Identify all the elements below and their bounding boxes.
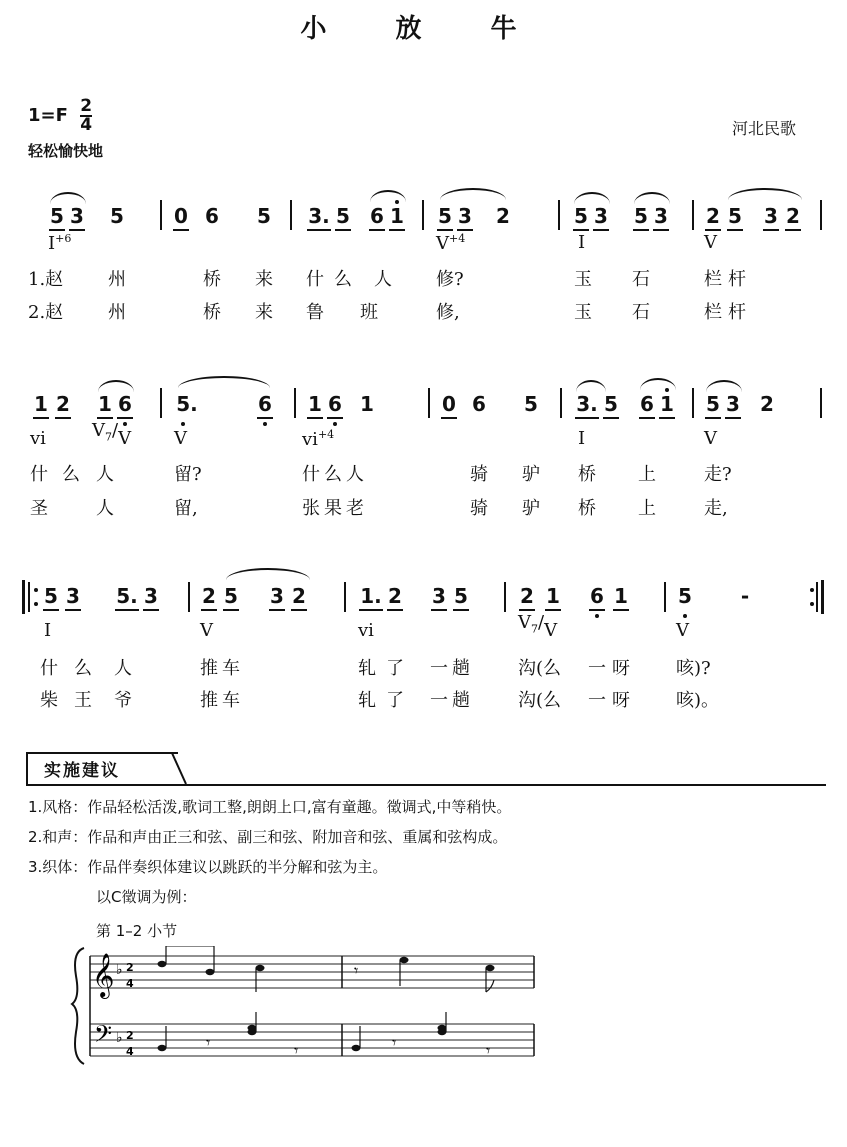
note: 5 bbox=[704, 392, 722, 416]
note: 1 bbox=[96, 392, 114, 416]
lyric: 爷 bbox=[114, 690, 132, 711]
lyric: 一 bbox=[430, 690, 448, 711]
lyric: 人 bbox=[96, 498, 114, 519]
lyric: 2.赵 bbox=[28, 302, 64, 323]
note: 3 bbox=[652, 204, 670, 228]
lyric: 上 bbox=[638, 498, 656, 519]
lyric: 人 bbox=[114, 658, 132, 679]
note-head bbox=[248, 1025, 257, 1031]
lyric: 骑 bbox=[470, 464, 488, 485]
lyric: 修, bbox=[436, 302, 460, 323]
note: 5 bbox=[436, 204, 454, 228]
piano-score bbox=[70, 946, 550, 1066]
key-signature bbox=[28, 98, 92, 134]
lyric: 车 bbox=[222, 658, 240, 679]
lyric: 么 bbox=[62, 464, 80, 485]
note: 6 bbox=[326, 392, 344, 416]
lyric: 栏 bbox=[704, 302, 722, 323]
lyric: 了 bbox=[386, 658, 404, 679]
note: - bbox=[740, 584, 750, 608]
chord-symbol: V bbox=[200, 620, 213, 641]
note: 3. bbox=[574, 392, 600, 416]
lyric: 留, bbox=[174, 498, 198, 519]
note: 3 bbox=[456, 204, 474, 228]
suggestion-style: 1.风格：作品轻松活泼,歌词工整,朗朗上口,富有童趣。徵调式,中等稍快。 bbox=[28, 798, 512, 816]
chord-symbol: $V^{+4}$ bbox=[436, 232, 466, 254]
eighth-rest-icon: 𝄾 bbox=[354, 961, 359, 980]
section-header-slant bbox=[170, 752, 190, 786]
lyric: 呀 bbox=[612, 690, 630, 711]
note: 5 bbox=[726, 204, 744, 228]
chord-symbol: $vi^{+4}$ bbox=[302, 428, 335, 450]
lyric: 修? bbox=[436, 269, 464, 290]
lyric: 一 bbox=[430, 658, 448, 679]
note: 5 bbox=[257, 204, 271, 228]
note: 2 bbox=[784, 204, 802, 228]
time-sig-top: 2 bbox=[126, 961, 134, 974]
chord-symbol: I bbox=[44, 620, 52, 641]
time-sig-bottom: 4 bbox=[126, 977, 134, 990]
lyric: 桥 bbox=[203, 269, 221, 290]
note-head bbox=[400, 957, 409, 963]
note: 5 bbox=[676, 584, 694, 608]
chord-symbol: I bbox=[578, 232, 586, 253]
lyric: 趟 bbox=[452, 690, 470, 711]
lyric: 鲁 bbox=[306, 302, 324, 323]
lyric: 1.赵 bbox=[28, 269, 64, 290]
note: 1 bbox=[612, 584, 630, 608]
note: 1 bbox=[32, 392, 50, 416]
chord-symbol: V bbox=[704, 232, 717, 253]
lyric: 人 bbox=[96, 464, 114, 485]
suggestion-harmony: 2.和声：作品和声由正三和弦、副三和弦、附加音和弦、重属和弦构成。 bbox=[28, 828, 508, 846]
lyric: 沟(么 bbox=[518, 690, 562, 711]
note: 2 bbox=[54, 392, 72, 416]
lyric: 上 bbox=[638, 464, 656, 485]
key-label: 1=F bbox=[28, 105, 68, 126]
time-sig-top: 2 bbox=[126, 1029, 134, 1042]
flat-icon: ♭ bbox=[116, 962, 123, 978]
lyric: 什 bbox=[40, 658, 58, 679]
lyric: 栏 bbox=[704, 269, 722, 290]
lyric: 留? bbox=[174, 464, 202, 485]
note: 5 bbox=[602, 392, 620, 416]
lyric: 什 bbox=[306, 269, 324, 290]
note: 0 bbox=[440, 392, 458, 416]
note: 2 bbox=[386, 584, 404, 608]
note: 5. bbox=[174, 392, 200, 416]
note: 5 bbox=[42, 584, 60, 608]
time-sig-bottom: 4 bbox=[126, 1045, 134, 1058]
section-heading: 实施建议 bbox=[44, 761, 120, 781]
tempo-marking: 轻松愉快地 bbox=[28, 142, 104, 160]
page-title: 小 放 牛 bbox=[300, 14, 547, 44]
note: 1 bbox=[360, 392, 374, 416]
eighth-rest-icon: 𝄾 bbox=[206, 1033, 211, 1052]
note: 2 bbox=[200, 584, 218, 608]
note: 2 bbox=[760, 392, 774, 416]
note: 6 bbox=[472, 392, 486, 416]
lyric: 沟(么 bbox=[518, 658, 562, 679]
note: 3 bbox=[268, 584, 286, 608]
lyric: 班 bbox=[360, 302, 378, 323]
note: 5 bbox=[572, 204, 590, 228]
lyric: 杆 bbox=[728, 269, 746, 290]
example-note: 以C徵调为例： bbox=[96, 888, 197, 906]
lyric: 州 bbox=[108, 269, 126, 290]
note-head bbox=[256, 965, 265, 971]
lyric: 柴 bbox=[40, 690, 58, 711]
chord-symbol: V bbox=[174, 428, 187, 449]
eighth-rest-icon: 𝄾 bbox=[486, 1041, 491, 1060]
flat-icon: ♭ bbox=[116, 1030, 123, 1046]
note: 5 bbox=[334, 204, 352, 228]
note: 5. bbox=[114, 584, 140, 608]
lyric: 张 bbox=[302, 498, 320, 519]
lyric: 走? bbox=[704, 464, 732, 485]
lyric: 车 bbox=[222, 690, 240, 711]
time-signature bbox=[80, 98, 92, 134]
chord-symbol: V bbox=[704, 428, 717, 449]
note: 1. bbox=[358, 584, 384, 608]
lyric: 呀 bbox=[612, 658, 630, 679]
lyric: 咳)? bbox=[676, 658, 711, 679]
treble-clef-icon: 𝄞 bbox=[92, 953, 115, 997]
eighth-rest-icon: 𝄾 bbox=[294, 1041, 299, 1060]
lyric: 州 bbox=[108, 302, 126, 323]
note-head bbox=[352, 1045, 361, 1051]
lyric: 了 bbox=[386, 690, 404, 711]
note: 6 bbox=[116, 392, 134, 416]
lyric: 果 bbox=[324, 498, 342, 519]
lyric: 骑 bbox=[470, 498, 488, 519]
lyric: 圣 bbox=[30, 498, 48, 519]
note: 0 bbox=[172, 204, 190, 228]
note: 2 bbox=[704, 204, 722, 228]
note: 3 bbox=[724, 392, 742, 416]
suggestion-texture: 3.织体：作品伴奏织体建议以跳跃的半分解和弦为主。 bbox=[28, 858, 388, 876]
chord-symbol: V bbox=[676, 620, 689, 641]
note-head bbox=[158, 1045, 167, 1051]
lyric: 老 bbox=[346, 498, 364, 519]
lyric: 么 bbox=[74, 658, 92, 679]
note: 5 bbox=[524, 392, 538, 416]
note: 1 bbox=[306, 392, 324, 416]
lyric: 一 bbox=[588, 690, 606, 711]
note: 3 bbox=[762, 204, 780, 228]
note-head bbox=[158, 961, 167, 967]
lyric: 么 bbox=[324, 464, 342, 485]
lyric: 轧 bbox=[358, 690, 376, 711]
lyric: 王 bbox=[74, 690, 92, 711]
time-top: 2 bbox=[80, 96, 93, 116]
time-bottom: 4 bbox=[80, 115, 93, 135]
note-head bbox=[486, 965, 495, 971]
note: 5 bbox=[632, 204, 650, 228]
lyric: 人 bbox=[346, 464, 364, 485]
note: 6 bbox=[256, 392, 274, 416]
chord-symbol: vi bbox=[358, 620, 374, 641]
note: 1 bbox=[388, 204, 406, 228]
lyric: 玉 bbox=[574, 269, 592, 290]
note: 2 bbox=[290, 584, 308, 608]
measure-label: 第 1–2 小节 bbox=[96, 922, 178, 940]
lyric: 桥 bbox=[578, 498, 596, 519]
note: 3 bbox=[68, 204, 86, 228]
note-head bbox=[438, 1025, 447, 1031]
lyric: 走, bbox=[704, 498, 728, 519]
chord-symbol: I bbox=[578, 428, 586, 449]
note: 1 bbox=[544, 584, 562, 608]
note: 6 bbox=[368, 204, 386, 228]
lyric: 石 bbox=[632, 302, 650, 323]
eighth-rest-icon: 𝄾 bbox=[392, 1033, 397, 1052]
section-divider bbox=[26, 784, 826, 786]
note: 5 bbox=[222, 584, 240, 608]
chord-symbol: $I^{+6}$ bbox=[48, 232, 72, 254]
lyric: 什 bbox=[302, 464, 320, 485]
note: 3 bbox=[592, 204, 610, 228]
lyric: 趟 bbox=[452, 658, 470, 679]
lyric: 咳)。 bbox=[676, 690, 720, 711]
note: 3 bbox=[430, 584, 448, 608]
note: 5 bbox=[452, 584, 470, 608]
note: 3. bbox=[306, 204, 332, 228]
lyric: 石 bbox=[632, 269, 650, 290]
note-head bbox=[206, 969, 215, 975]
lyric: 驴 bbox=[522, 498, 540, 519]
lyric: 玉 bbox=[574, 302, 592, 323]
lyric: 推 bbox=[200, 658, 218, 679]
bass-clef-icon: 𝄢 bbox=[94, 1020, 113, 1053]
lyric: 杆 bbox=[728, 302, 746, 323]
note: 5 bbox=[48, 204, 66, 228]
lyric: 什 bbox=[30, 464, 48, 485]
note: 2 bbox=[518, 584, 536, 608]
chord-symbol: $V_7/V$ bbox=[518, 612, 558, 641]
note: 3 bbox=[142, 584, 160, 608]
chord-symbol: $V_7/V$ bbox=[92, 420, 132, 449]
note: 6 bbox=[205, 204, 219, 228]
lyric: 人 bbox=[374, 269, 392, 290]
lyric: 轧 bbox=[358, 658, 376, 679]
lyric: 一 bbox=[588, 658, 606, 679]
chord-symbol: vi bbox=[30, 428, 46, 449]
lyric: 来 bbox=[255, 302, 273, 323]
lyric: 桥 bbox=[203, 302, 221, 323]
note: 3 bbox=[64, 584, 82, 608]
note: 5 bbox=[110, 204, 124, 228]
note: 6 bbox=[588, 584, 606, 608]
lyric: 推 bbox=[200, 690, 218, 711]
note: 1 bbox=[658, 392, 676, 416]
song-source: 河北民歌 bbox=[732, 119, 797, 138]
lyric: 桥 bbox=[578, 464, 596, 485]
lyric: 来 bbox=[255, 269, 273, 290]
note: 6 bbox=[638, 392, 656, 416]
note: 2 bbox=[496, 204, 510, 228]
lyric: 么 bbox=[334, 269, 352, 290]
lyric: 驴 bbox=[522, 464, 540, 485]
